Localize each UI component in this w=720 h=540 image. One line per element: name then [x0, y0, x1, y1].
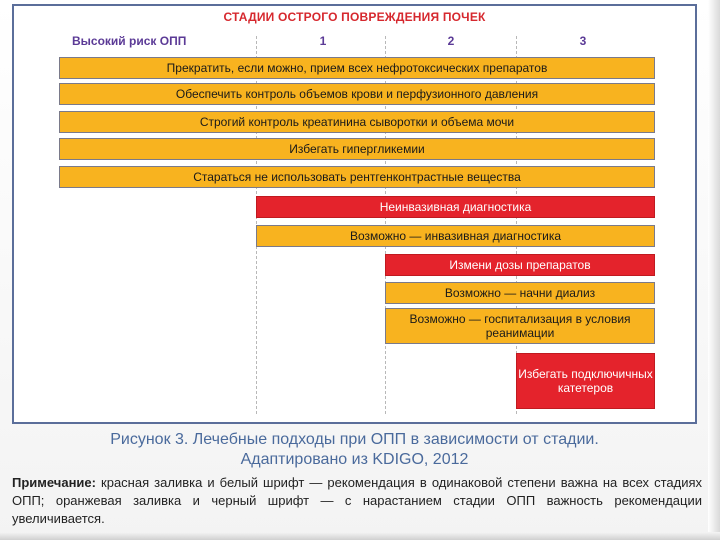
- rec-noninvasive-diagnostics: Неинвазивная диагностика: [256, 196, 655, 218]
- diagram-title: СТАДИИ ОСТРОГО ПОВРЕЖДЕНИЯ ПОЧЕК: [223, 10, 486, 24]
- rec-invasive-diagnostics: Возможно — инвазивная диагностика: [256, 225, 655, 247]
- rec-stop-nephrotoxic: Прекратить, если можно, прием всех нефротоксических препаратов: [59, 57, 655, 79]
- figure-note: [12, 474, 702, 528]
- rec-creatinine-control: Строгий контроль креатинина сыворотки и объема мочи: [59, 111, 655, 133]
- rec-start-dialysis: Возможно — начни диализ: [385, 282, 655, 304]
- note-label: Примечание:: [12, 475, 96, 490]
- slide-right-edge: [708, 0, 720, 540]
- figure-caption: [12, 430, 697, 470]
- rec-avoid-hyperglycemia: Избегать гипергликемии: [59, 138, 655, 160]
- rec-icu-admission: Возможно — госпитализация в условия реанимации: [385, 308, 655, 344]
- rec-avoid-subclavian: Избегать подключичных катетеров: [516, 353, 655, 409]
- caption-line-1: Рисунок 3. Лечебные подходы при ОПП в зависимости от стадии.: [110, 431, 599, 448]
- slide-bottom-edge: [0, 532, 720, 540]
- caption-line-2: Адаптировано из KDIGO, 2012: [240, 451, 469, 468]
- stage-2-header: 2: [447, 34, 455, 48]
- rec-blood-volume-control: Обеспечить контроль объемов крови и перфузионного давления: [59, 83, 655, 105]
- rec-adjust-doses: Измени дозы препаратов: [385, 254, 655, 276]
- rec-avoid-contrast: Стараться не использовать рентгенконтрастные вещества: [59, 166, 655, 188]
- risk-column-header: Высокий риск ОПП: [72, 34, 187, 48]
- stage-3-header: 3: [579, 34, 587, 48]
- stage-1-header: 1: [319, 34, 327, 48]
- note-text: красная заливка и белый шрифт — рекомендация в одинаковой степени важна на всех стадиях ОПП; оранжевая заливка и черный шрифт — с нарастанием стадии ОПП важность рекомендации увеличивается.: [12, 475, 702, 526]
